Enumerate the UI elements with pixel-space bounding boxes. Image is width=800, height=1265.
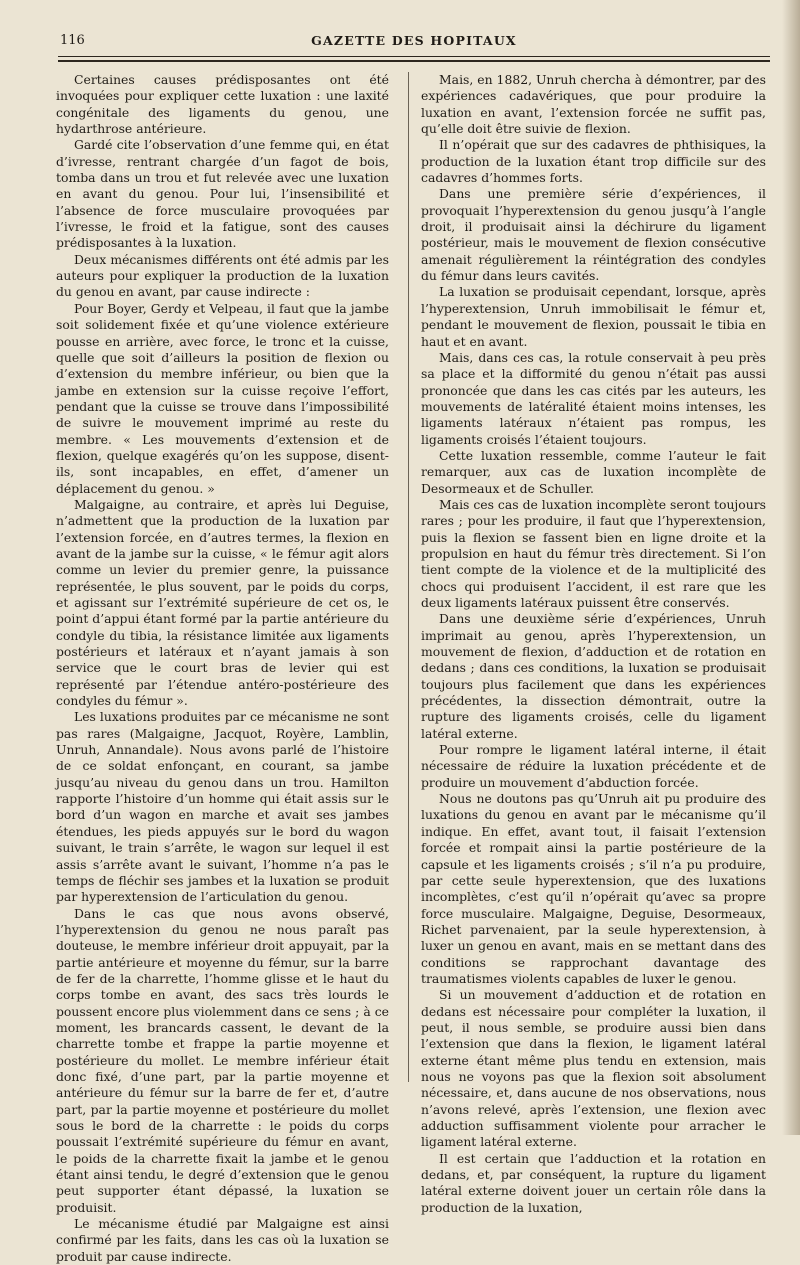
paragraph: Certaines causes prédisposantes ont été invoquées pour expliquer cette luxation : une laxité congénitale des ligaments du genou, une hydarthrose antérieure. (56, 72, 389, 137)
paragraph: Malgaigne, au contraire, et après lui Deguise, n’admettent que la production de la luxation par l’extension forcée, en d’autres termes, la flexion en avant de la jambe sur la cuisse, « le fémur agit alors comme un levier du premier genre, la puissance représentée, le plus souvent, par le poids du corps, et agissant sur l’extrémité supérieure de cet os, le point d’appui étant formé par la partie antérieure du condyle du tibia, la résistance limitée aux ligaments postérieurs et latéraux et n’ayant jamais à son service que le court bras de levier qui est représenté par l’étendue antéro-postérieure des condyles du fémur ». (56, 496, 389, 709)
paragraph: Si un mouvement d’adduction et de rotation en dedans est nécessaire pour compléter la luxation, il peut, il nous semble, se produire aussi bien dans l’extension que dans la flexion, le ligament latéral externe étant même plus tendu en extension, mais nous ne voyons pas que la flexion soit absolument nécessaire, et, dans aucune de nos observations, nous n’avons relevé, après l’extension, une flexion avec adduction suffisamment violente pour arracher le ligament latéral externe. (421, 987, 766, 1150)
paragraph: Il n’opérait que sur des cadavres de phthisiques, la production de la luxation étant trop difficile sur des cadavres d’hommes forts. (421, 137, 766, 186)
paragraph: Mais, dans ces cas, la rotule conservait à peu près sa place et la difformité du genou n’était pas aussi prononcée que dans les cas cités par les auteurs, les mouvements de latéralité étaient moins intenses, les ligaments latéraux n’étaient pas rompus, les ligaments croisés l’étaient toujours. (421, 349, 766, 447)
paragraph: Mais, en 1882, Unruh chercha à démontrer, par des expériences cadavériques, que pour produire la luxation en avant, l’extension forcée ne suffit pas, qu’elle doit être suivie de flexion. (421, 72, 766, 137)
paragraph: Le mécanisme étudié par Malgaigne est ainsi confirmé par les faits, dans les cas où la luxation se produit par cause indirecte. (56, 1216, 389, 1264)
journal-title: GAZETTE DES HOPITAUX (311, 33, 517, 48)
paragraph: Il est certain que l’adduction et la rotation en dedans, et, par conséquent, la rupture du ligament latéral externe doivent jouer un certain rôle dans la production de la luxation, (421, 1150, 766, 1215)
paragraph: La luxation se produisait cependant, lorsque, après l’hyperextension, Unruh immobilisait le fémur et, pendant le mouvement de flexion, poussait le tibia en haut et en avant. (421, 284, 766, 349)
paragraph: Deux mécanismes différents ont été admis par les auteurs pour expliquer la production de la luxation du genou en avant, par cause indirecte : (56, 251, 389, 300)
header-rule-thin (58, 56, 770, 57)
paragraph: Gardé cite l’observation d’une femme qui, en état d’ivresse, rentrant chargée d’un fagot de bois, tomba dans un trou et fut relevée avec une luxation en avant du genou. Pour lui, l’insensibilité et l’absence de force musculaire provoquées par l’ivresse, le froid et la fatigue, sont des causes prédisposantes à la luxation. (56, 137, 389, 251)
paragraph: Les luxations produites par ce mécanisme ne sont pas rares (Malgaigne, Jacquot, Royère, Lamblin, Unruh, Annandale). Nous avons parlé de l’histoire de ce soldat enfonçant, en courant, sa jambe jusqu’au niveau du genou dans un trou. Hamilton rapporte l’histoire d’un homme qui était assis sur le bord d’un wagon en marche et avait ses jambes étendues, les pieds appuyés sur le bord du wagon suivant, le train s’arrête, le wagon sur lequel il est assis s’arrête avant le suivant, l’homme n’a pas le temps de fléchir ses jambes et la luxation se produit par hyperextension de l’articulation du genou. (56, 709, 389, 905)
paragraph: Pour rompre le ligament latéral interne, il était nécessaire de réduire la luxation précédente et de produire un mouvement d’abduction forcée. (421, 742, 766, 790)
page-header (58, 28, 770, 54)
paragraph: Dans le cas que nous avons observé, l’hyperextension du genou ne nous paraît pas douteuse, le membre inférieur droit appuyait, par la partie antérieure et moyenne du fémur, sur la barre de fer de la charrette, l’homme glisse et le haut du corps tombe en avant, des sacs très lourds le poussent encore plus violemment dans ce sens ; à ce moment, les brancards cassent, le devant de la charrette tombe et frappe la partie moyenne et postérieure du mollet. Le membre inférieur était donc fixé, d’une part, par la partie moyenne et antérieure du fémur sur la barre de fer et, d’autre part, par la partie moyenne et postérieure du mollet sous le bord de la charrette : le poids du corps poussait l’extrémité supérieure du fémur en avant, le poids de la charrette fixait la jambe et le genou étant ainsi tendu, le degré d’extension que le genou peut supporter étant dépassé, la luxation se produisit. (56, 905, 389, 1215)
right-column (421, 72, 766, 1215)
page-number: 116 (60, 33, 85, 48)
paragraph: Dans une première série d’expériences, il provoquait l’hyperextension du genou jusqu’à l’angle droit, il produisait ainsi la déchirure du ligament postérieur, mais le mouvement de flexion consécutive amenait régulièrement la réintégration des condyles du fémur dans leurs cavités. (421, 186, 766, 284)
paragraph: Dans une deuxième série d’expériences, Unruh imprimait au genou, après l’hyperextension, un mouvement de flexion, d’adduction et de rotation en dedans ; dans ces conditions, la luxation se produisait toujours plus facilement que dans les expériences précédentes, la dissection démontrait, outre la rupture des ligaments croisés, celle du ligament latéral externe. (421, 611, 766, 741)
paragraph: Cette luxation ressemble, comme l’auteur le fait remarquer, aux cas de luxation incomplète de Desormeaux et de Schuller. (421, 447, 766, 496)
left-column (56, 72, 389, 1264)
page-edge-shadow (782, 0, 800, 1135)
paragraph: Nous ne doutons pas qu’Unruh ait pu produire des luxations du genou en avant par le mécanisme qu’il indique. En effet, avant tout, il faisait l’extension forcée et rompait ainsi la partie postérieure de la capsule et les ligaments croisés ; s’il n’a pu produire, par cette seule hyperextension, que des luxations incomplètes, c’est qu’il n’opérait qu’avec sa propre force musculaire. Malgaigne, Deguise, Desormeaux, Richet parvenaient, par la seule hyperextension, à luxer un genou en avant, mais en se mettant dans des conditions se rapprochant davantage des traumatismes violents capables de luxer le genou. (421, 791, 766, 986)
paragraph: Mais ces cas de luxation incomplète seront toujours rares ; pour les produire, il faut que l’hyperextension, puis la flexion se fassent bien en ligne droite et la propulsion en haut du fémur très directement. Si l’on tient compte de la violence et de la multiplicité des chocs qui produisent l’accident, il est rare que les deux ligaments latéraux puissent être conservés. (421, 496, 766, 610)
header-rule-thick (58, 60, 770, 62)
column-divider (408, 72, 409, 1082)
paragraph: Pour Boyer, Gerdy et Velpeau, il faut que la jambe soit solidement fixée et qu’une violence extérieure pousse en arrière, avec force, le tronc et la cuisse, quelle que soit d’ailleurs la position de flexion ou d’extension du membre inférieur, ou bien que la jambe en extension sur la cuisse reçoive l’effort, pendant que la cuisse se trouve dans l’impossibilité de suivre le mouvement imprimé au reste du membre. « Les mouvements d’extension et de flexion, quelque exagérés qu’on les suppose, disent-ils, sont incapables, en effet, d’amener un déplacement du genou. » (56, 300, 389, 496)
